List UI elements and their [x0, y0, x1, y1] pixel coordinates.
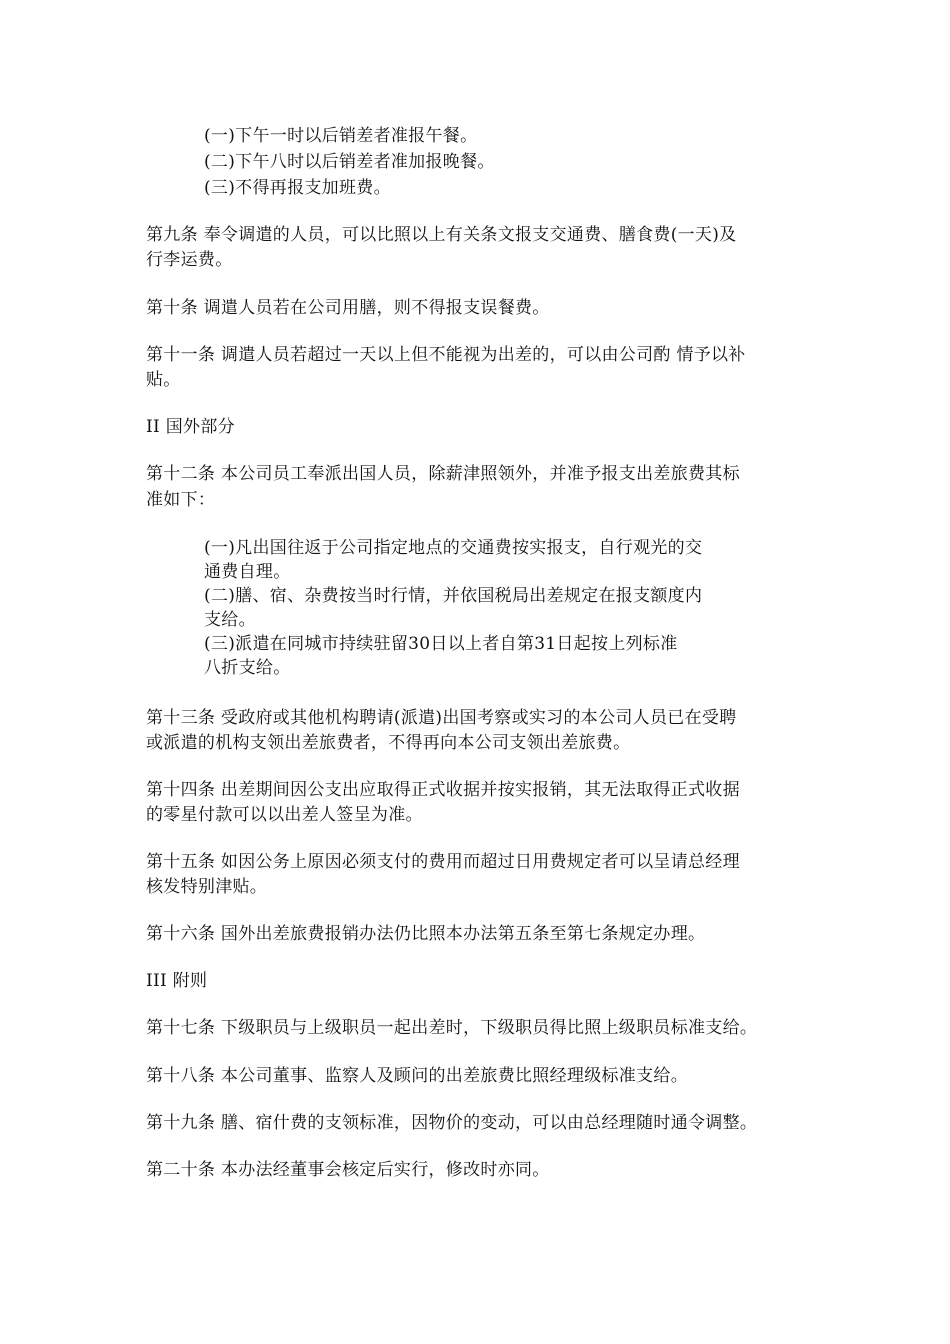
overseas-rule-3-line-1: (三)派遣在同城市持续驻留30日以上者自第31日起按上列标准 [204, 634, 678, 654]
overseas-rule-2-line-2: 支给。 [204, 610, 256, 630]
article-11-line-2: 贴。 [146, 370, 181, 390]
article-20: 第二十条 本办法经董事会核定后实行，修改时亦同。 [146, 1160, 550, 1180]
section-heading-overseas: II 国外部分 [146, 417, 235, 437]
overseas-rule-3-line-2: 八折支给。 [204, 658, 291, 678]
article-15-line-2: 核发特别津贴。 [146, 877, 268, 897]
article-13-line-1: 第十三条 受政府或其他机构聘请(派遣)出国考察或实习的本公司人员已在受聘 [146, 708, 737, 728]
article-9-line-2: 行李运费。 [146, 250, 233, 270]
article-13-line-2: 或派遣的机构支领出差旅费者，不得再向本公司支领出差旅费。 [146, 733, 631, 753]
article-14-line-2: 的零星付款可以以出差人签呈为准。 [146, 805, 423, 825]
overseas-rule-1-line-2: 通费自理。 [204, 562, 291, 582]
article-16: 第十六条 国外出差旅费报销办法仍比照本办法第五条至第七条规定办理。 [146, 924, 706, 944]
article-19: 第十九条 膳、宿什费的支领标准，因物价的变动，可以由总经理随时通令调整。 [146, 1113, 758, 1133]
article-14-line-1: 第十四条 出差期间因公支出应取得正式收据并按实报销，其无法取得正式收据 [146, 780, 740, 800]
overseas-rule-2-line-1: (二)膳、宿、杂费按当时行情，并依国税局出差规定在报支额度内 [204, 586, 703, 606]
section-heading-supplementary: III 附则 [146, 971, 208, 991]
article-12-line-2: 准如下： [146, 490, 216, 510]
article-9-line-1: 第九条 奉令调遣的人员，可以比照以上有关条文报支交通费、膳食费(一天)及 [146, 225, 737, 245]
meal-rule-dinner: (二)下午八时以后销差者准加报晚餐。 [204, 152, 495, 172]
article-17: 第十七条 下级职员与上级职员一起出差时，下级职员得比照上级职员标准支给。 [146, 1018, 758, 1038]
meal-rule-lunch: (一)下午一时以后销差者准报午餐。 [204, 126, 478, 146]
article-15-line-1: 第十五条 如因公务上原因必须支付的费用而超过日用费规定者可以呈请总经理 [146, 852, 740, 872]
article-11-line-1: 第十一条 调遣人员若超过一天以上但不能视为出差的，可以由公司酌 情予以补 [146, 345, 746, 365]
meal-rule-overtime: (三)不得再报支加班费。 [204, 178, 391, 198]
article-12-line-1: 第十二条 本公司员工奉派出国人员，除薪津照领外，并准予报支出差旅费其标 [146, 464, 740, 484]
overseas-rule-1-line-1: (一)凡出国往返于公司指定地点的交通费按实报支，自行观光的交 [204, 538, 703, 558]
article-10: 第十条 调遣人员若在公司用膳，则不得报支误餐费。 [146, 298, 550, 318]
article-18: 第十八条 本公司董事、监察人及顾问的出差旅费比照经理级标准支给。 [146, 1066, 689, 1086]
